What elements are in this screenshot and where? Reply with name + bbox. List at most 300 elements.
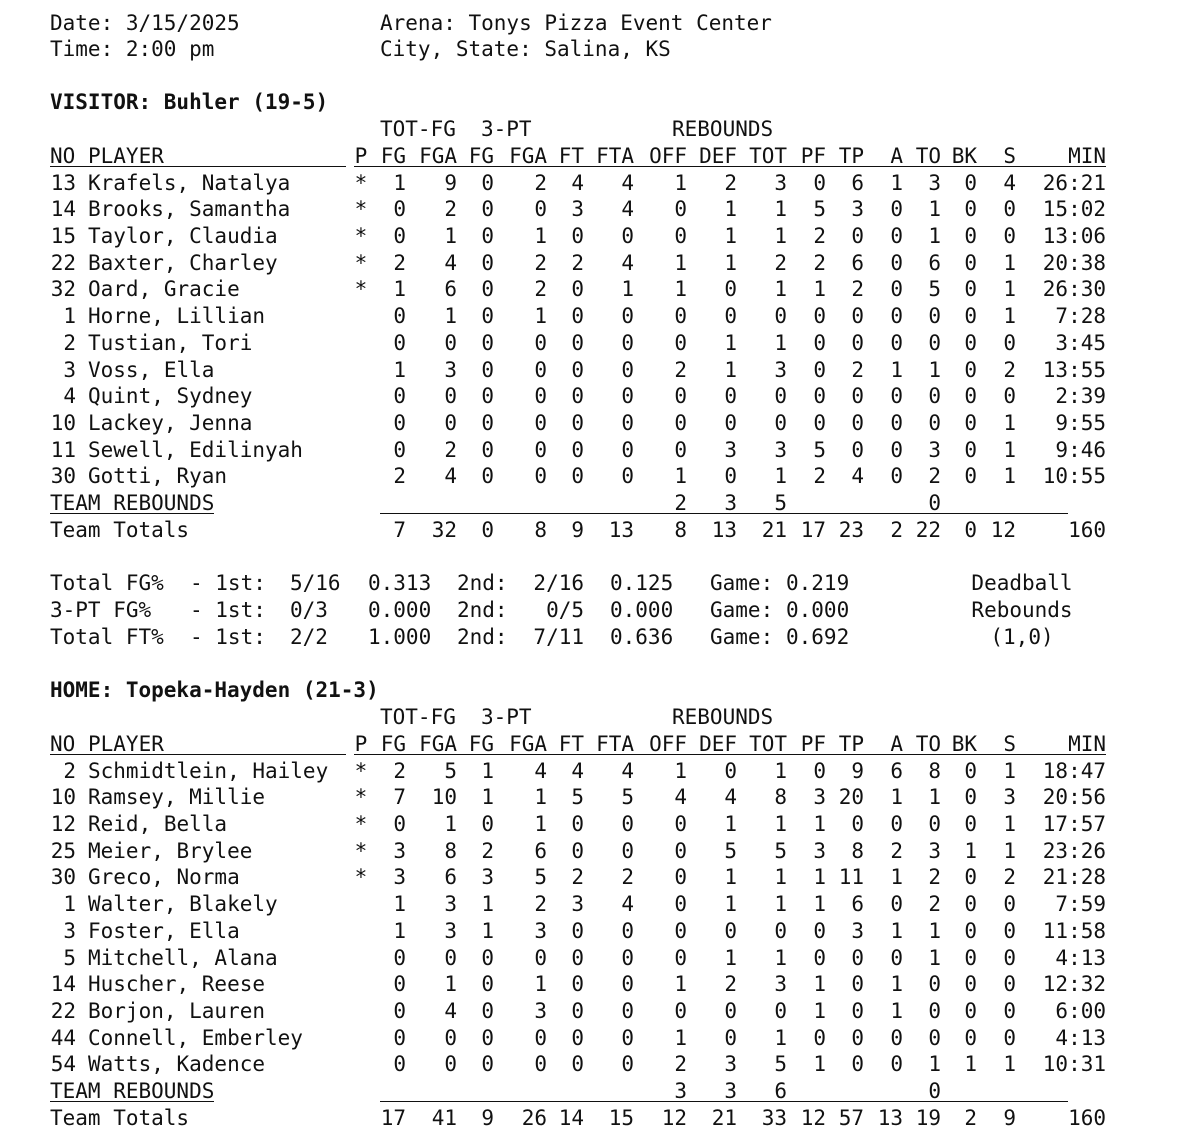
reb-off: 0 (674, 945, 687, 970)
fg3: 0 (481, 197, 494, 222)
reb-off: 0 (674, 197, 687, 222)
reb-def: 1 (724, 812, 737, 836)
turnovers: 2 (928, 464, 941, 489)
group-tot-fg: TOT-FG (380, 117, 456, 141)
reb-tot: 3 (774, 972, 787, 997)
blocks: 0 (964, 517, 977, 542)
fta: 2 (621, 865, 634, 890)
team-rebounds-label: TEAM REBOUNDS (50, 1079, 215, 1103)
reb-def: 0 (724, 304, 737, 329)
fg: 0 (393, 437, 406, 462)
reb-off: 2 (674, 1052, 687, 1077)
pf: 0 (813, 918, 826, 943)
fga3: 0 (534, 437, 547, 462)
team-rebounds-label: TEAM REBOUNDS (50, 491, 215, 515)
fta: 4 (621, 758, 634, 783)
fga: 1 (444, 224, 457, 248)
steals: 1 (1003, 437, 1016, 462)
col-header-min: MIN (1068, 732, 1106, 756)
reb-tot: 2 (774, 250, 787, 275)
ft: 0 (571, 384, 584, 409)
assists: 0 (890, 892, 903, 917)
reb-tot: 8 (774, 785, 787, 810)
reb-def: 0 (724, 464, 737, 489)
assists: 13 (877, 1105, 903, 1130)
assists: 1 (890, 918, 903, 943)
player-row (0, 784, 1200, 811)
fga: 5 (444, 758, 457, 783)
player-name: Meier, Brylee (88, 838, 253, 863)
blocks: 0 (964, 170, 977, 195)
pct-half2-label: 2nd: (457, 624, 508, 649)
minutes: 160 (1068, 517, 1106, 542)
player-row (0, 998, 1200, 1025)
minutes: 20:38 (1042, 250, 1106, 275)
fga: 0 (444, 330, 457, 355)
pf: 5 (813, 437, 826, 462)
deadball-line (0, 624, 1200, 651)
tp: 6 (851, 170, 864, 195)
blocks: 0 (964, 892, 977, 917)
assists: 1 (890, 785, 903, 810)
player-row (0, 196, 1200, 223)
ft: 0 (571, 1052, 584, 1077)
blocks: 0 (964, 330, 977, 355)
ft: 0 (571, 410, 584, 435)
pct-half1-value: 1.000 (368, 624, 432, 649)
reb-def: 0 (724, 277, 737, 302)
player-number: 12 (50, 812, 76, 836)
minutes: 13:06 (1042, 224, 1106, 248)
ft: 14 (558, 1105, 584, 1130)
pct-game-label: Game: (710, 597, 774, 622)
player-row (0, 410, 1200, 437)
player-number: 2 (63, 330, 76, 355)
fga3: 0 (534, 1052, 547, 1077)
fga: 0 (444, 384, 457, 409)
player-name: Taylor, Claudia (88, 224, 278, 248)
player-number: 13 (50, 170, 76, 195)
fga: 32 (431, 517, 457, 542)
player-name: Tustian, Tori (88, 330, 253, 355)
turnovers: 3 (928, 437, 941, 462)
reb-off: 0 (674, 865, 687, 890)
player-name: Walter, Blakely (88, 892, 278, 917)
ft: 0 (571, 224, 584, 248)
pf: 0 (813, 170, 826, 195)
ft: 0 (571, 972, 584, 997)
ft: 0 (571, 464, 584, 489)
reb-off: 1 (674, 170, 687, 195)
fg: 0 (393, 410, 406, 435)
reb-tot: 1 (774, 330, 787, 355)
blocks: 0 (964, 437, 977, 462)
fga: 3 (444, 357, 457, 382)
column-group-header (0, 116, 1200, 143)
fg3: 1 (481, 758, 494, 783)
player-row (0, 357, 1200, 384)
minutes: 26:30 (1042, 277, 1106, 302)
minutes: 11:58 (1042, 918, 1106, 943)
ft: 5 (571, 785, 584, 810)
turnovers: 8 (928, 758, 941, 783)
pct-game-value: 0.692 (786, 624, 850, 649)
assists: 6 (890, 758, 903, 783)
col-header-ft: FT (558, 144, 584, 168)
player-number: 30 (50, 865, 76, 890)
pct-label: 3-PT FG% (50, 597, 152, 622)
reb-off: 0 (674, 384, 687, 409)
ft: 0 (571, 437, 584, 462)
reb-off: 0 (674, 838, 687, 863)
reb-def: 0 (724, 758, 737, 783)
steals: 12 (990, 517, 1016, 542)
fga3: 0 (534, 464, 547, 489)
blocks: 0 (964, 945, 977, 970)
fga: 6 (444, 865, 457, 890)
steals: 0 (1003, 945, 1016, 970)
ft: 0 (571, 357, 584, 382)
player-name: Borjon, Lauren (88, 998, 266, 1023)
blocks: 2 (964, 1105, 977, 1130)
fg3: 0 (481, 170, 494, 195)
reb-tot: 0 (774, 998, 787, 1023)
col-header-player: PLAYER (88, 144, 164, 168)
reb-off: 0 (674, 437, 687, 462)
player-number: 10 (50, 785, 76, 810)
col-header-fga: FGA (419, 732, 457, 756)
reb-tot: 1 (774, 758, 787, 783)
assists: 0 (890, 812, 903, 836)
col-header-a: A (890, 144, 903, 168)
player-number: 5 (63, 945, 76, 970)
deadball-text: Deadball (971, 571, 1073, 596)
fg3: 0 (481, 384, 494, 409)
city-state: City, State: Salina, KS (380, 37, 671, 61)
reb-tot: 0 (774, 410, 787, 435)
assists: 0 (890, 277, 903, 302)
fga: 4 (444, 250, 457, 275)
steals: 2 (1003, 357, 1016, 382)
fga3: 0 (534, 1025, 547, 1050)
player-name: Gotti, Ryan (88, 464, 228, 489)
assists: 1 (890, 972, 903, 997)
reb-tot: 33 (761, 1105, 787, 1130)
pct-half1-made: 0/3 (290, 597, 328, 622)
ft: 3 (571, 892, 584, 917)
turnovers: 22 (915, 517, 941, 542)
steals: 1 (1003, 464, 1016, 489)
game-date: Date: 3/15/2025 (50, 11, 240, 35)
assists: 1 (890, 998, 903, 1023)
tp: 0 (851, 972, 864, 997)
reb-tot: 1 (774, 945, 787, 970)
pf: 3 (813, 838, 826, 863)
turnovers: 1 (928, 224, 941, 248)
turnovers: 0 (928, 330, 941, 355)
player-number: 15 (50, 224, 76, 248)
fg3: 0 (481, 998, 494, 1023)
minutes: 20:56 (1042, 785, 1106, 810)
ft: 0 (571, 330, 584, 355)
fta: 0 (621, 918, 634, 943)
steals: 0 (1003, 918, 1016, 943)
reb-off: 0 (674, 812, 687, 836)
fg: 1 (393, 277, 406, 302)
tp: 6 (851, 892, 864, 917)
col-header-tp: TP (838, 732, 864, 756)
starter-mark: * (354, 812, 368, 836)
steals: 2 (1003, 865, 1016, 890)
tp: 20 (838, 785, 864, 810)
team-reb-def: 3 (724, 491, 737, 515)
fga3: 3 (534, 918, 547, 943)
steals: 0 (1003, 330, 1016, 355)
reb-tot: 0 (774, 918, 787, 943)
player-row (0, 945, 1200, 972)
reb-off: 2 (674, 357, 687, 382)
fta: 4 (621, 170, 634, 195)
group-rebounds: REBOUNDS (672, 117, 774, 141)
col-header-off: OFF (649, 732, 687, 756)
assists: 0 (890, 410, 903, 435)
player-number: 2 (63, 758, 76, 783)
blocks: 0 (964, 758, 977, 783)
reb-off: 0 (674, 892, 687, 917)
fga: 4 (444, 464, 457, 489)
fga: 1 (444, 972, 457, 997)
ft: 0 (571, 304, 584, 329)
fta: 0 (621, 838, 634, 863)
minutes: 2:39 (1055, 384, 1106, 409)
fg: 0 (393, 998, 406, 1023)
reb-off: 0 (674, 998, 687, 1023)
minutes: 18:47 (1042, 758, 1106, 783)
deadball-text: Rebounds (971, 597, 1073, 622)
fga: 2 (444, 437, 457, 462)
group-3pt: 3-PT (481, 117, 532, 141)
assists: 0 (890, 437, 903, 462)
pct-half2-label: 2nd: (457, 571, 508, 596)
fta: 0 (621, 1025, 634, 1050)
player-row (0, 276, 1200, 303)
player-number: 3 (63, 918, 76, 943)
pct-game-value: 0.219 (786, 571, 850, 596)
col-header-fga: FGA (419, 144, 457, 168)
fga3: 1 (534, 785, 547, 810)
fg3: 0 (481, 812, 494, 836)
pct-half1-label: - 1st: (190, 624, 266, 649)
reb-tot: 5 (774, 1052, 787, 1077)
blocks: 0 (964, 304, 977, 329)
assists: 0 (890, 1025, 903, 1050)
fg3: 9 (481, 1105, 494, 1130)
player-name: Voss, Ella (88, 357, 215, 382)
totals-rule (380, 1101, 1068, 1102)
col-header-fg: FG (380, 144, 406, 168)
totals-label: Team Totals (50, 1105, 190, 1130)
steals: 1 (1003, 1052, 1016, 1077)
totals-rule (50, 513, 214, 514)
blocks: 0 (964, 197, 977, 222)
fta: 0 (621, 330, 634, 355)
pct-half1-label: - 1st: (190, 571, 266, 596)
turnovers: 0 (928, 304, 941, 329)
player-row (0, 303, 1200, 330)
player-row (0, 918, 1200, 945)
col-header-fga: FGA (509, 732, 547, 756)
reb-off: 1 (674, 250, 687, 275)
fg3: 0 (481, 517, 494, 542)
home-title: HOME: Topeka-Hayden (21-3) (50, 678, 379, 702)
fg: 2 (393, 464, 406, 489)
player-row (0, 971, 1200, 998)
pct-half2-made: 7/11 (533, 624, 584, 649)
starter-mark: * (354, 785, 368, 810)
steals: 4 (1003, 170, 1016, 195)
reb-off: 1 (674, 464, 687, 489)
fga3: 1 (534, 224, 547, 248)
pct-half2-made: 2/16 (533, 571, 584, 596)
tp: 57 (838, 1105, 864, 1130)
visitor-title: VISITOR: Buhler (19-5) (50, 90, 329, 114)
tp: 0 (851, 437, 864, 462)
fg3: 0 (481, 224, 494, 248)
fga3: 0 (534, 330, 547, 355)
steals: 1 (1003, 758, 1016, 783)
blocks: 0 (964, 410, 977, 435)
fg3: 0 (481, 277, 494, 302)
col-header-ft: FT (558, 732, 584, 756)
player-number: 54 (50, 1052, 76, 1077)
fg: 0 (393, 1025, 406, 1050)
ft: 2 (571, 250, 584, 275)
ft: 0 (571, 812, 584, 836)
fga: 1 (444, 304, 457, 329)
starter-mark: * (354, 224, 368, 248)
blocks: 0 (964, 464, 977, 489)
pf: 5 (813, 197, 826, 222)
col-header-fta: FTA (596, 144, 634, 168)
reb-def: 21 (711, 1105, 737, 1130)
col-header-min: MIN (1068, 144, 1106, 168)
reb-def: 0 (724, 384, 737, 409)
minutes: 6:00 (1055, 998, 1106, 1023)
minutes: 7:28 (1055, 304, 1106, 329)
reb-tot: 5 (774, 838, 787, 863)
steals: 0 (1003, 1025, 1016, 1050)
fga3: 5 (534, 865, 547, 890)
pf: 2 (813, 464, 826, 489)
col-header-a: A (890, 732, 903, 756)
fg3: 0 (481, 1025, 494, 1050)
minutes: 23:26 (1042, 838, 1106, 863)
steals: 1 (1003, 250, 1016, 275)
fga: 0 (444, 1052, 457, 1077)
reb-def: 3 (724, 1052, 737, 1077)
blocks: 0 (964, 918, 977, 943)
fga: 1 (444, 812, 457, 836)
tp: 0 (851, 945, 864, 970)
pct-label: Total FT% (50, 624, 164, 649)
player-row (0, 811, 1200, 838)
col-header-pf: PF (800, 144, 826, 168)
fta: 0 (621, 1052, 634, 1077)
player-number: 1 (63, 304, 76, 329)
ft: 0 (571, 918, 584, 943)
turnovers: 0 (928, 1025, 941, 1050)
steals: 0 (1003, 197, 1016, 222)
deadball-text: (1,0) (990, 624, 1054, 649)
pct-half2-label: 2nd: (457, 597, 508, 622)
fta: 0 (621, 437, 634, 462)
minutes: 12:32 (1042, 972, 1106, 997)
minutes: 160 (1068, 1105, 1106, 1130)
reb-tot: 1 (774, 812, 787, 836)
steals: 1 (1003, 812, 1016, 836)
fga3: 2 (534, 170, 547, 195)
fga3: 2 (534, 277, 547, 302)
col-header-tot: TOT (749, 732, 787, 756)
player-name: Greco, Norma (88, 865, 240, 890)
team-reb-tot: 5 (774, 491, 787, 515)
assists: 0 (890, 384, 903, 409)
col-header-to: TO (915, 144, 941, 168)
ft: 0 (571, 1025, 584, 1050)
minutes: 10:31 (1042, 1052, 1106, 1077)
fta: 0 (621, 972, 634, 997)
minutes: 4:13 (1055, 945, 1106, 970)
pf: 17 (800, 517, 826, 542)
assists: 0 (890, 330, 903, 355)
tp: 0 (851, 812, 864, 836)
minutes: 26:21 (1042, 170, 1106, 195)
blocks: 0 (964, 785, 977, 810)
reb-off: 1 (674, 758, 687, 783)
tp: 6 (851, 250, 864, 275)
tp: 2 (851, 277, 864, 302)
fg: 0 (393, 330, 406, 355)
reb-tot: 1 (774, 277, 787, 302)
fg3: 0 (481, 972, 494, 997)
blocks: 0 (964, 998, 977, 1023)
fga3: 0 (534, 945, 547, 970)
player-row (0, 758, 1200, 785)
assists: 2 (890, 838, 903, 863)
turnovers: 19 (915, 1105, 941, 1130)
player-row (0, 437, 1200, 464)
col-header-p: P (354, 732, 368, 756)
blocks: 0 (964, 1025, 977, 1050)
col-header-s: S (1003, 732, 1016, 756)
minutes: 15:02 (1042, 197, 1106, 222)
player-number: 30 (50, 464, 76, 489)
steals: 0 (1003, 384, 1016, 409)
minutes: 7:59 (1055, 892, 1106, 917)
fg3: 0 (481, 357, 494, 382)
steals: 1 (1003, 410, 1016, 435)
minutes: 9:46 (1055, 437, 1106, 462)
pf: 2 (813, 224, 826, 248)
player-number: 14 (50, 197, 76, 222)
fga: 41 (431, 1105, 457, 1130)
reb-off: 1 (674, 1025, 687, 1050)
tp: 0 (851, 384, 864, 409)
turnovers: 3 (928, 838, 941, 863)
blocks: 1 (964, 1052, 977, 1077)
pct-game-value: 0.000 (786, 597, 850, 622)
reb-def: 0 (724, 918, 737, 943)
